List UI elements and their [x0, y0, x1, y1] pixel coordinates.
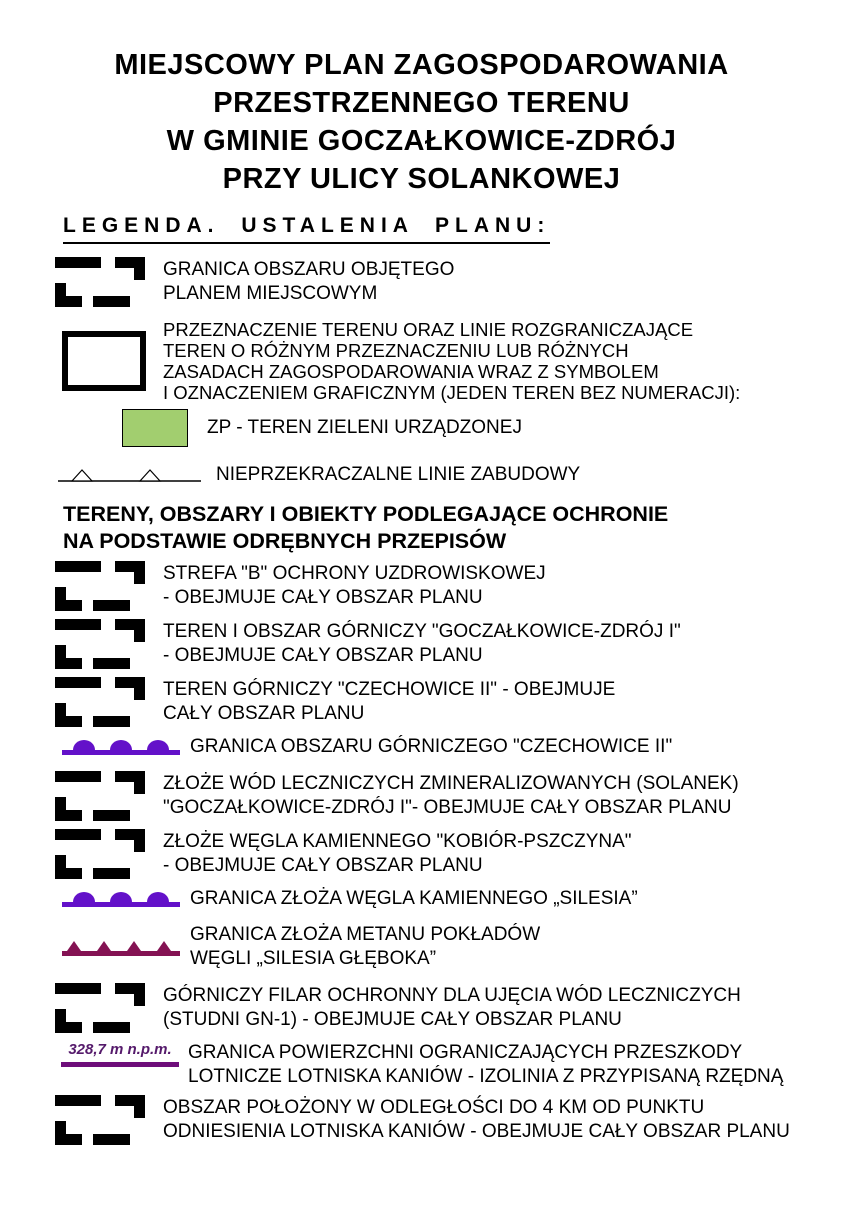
plan-boundary-dash-icon: [55, 677, 150, 727]
legend-item-mining-area-goczalkowice: [55, 619, 843, 669]
violet-bumps-line-icon: [62, 735, 180, 759]
protected-areas-heading: TERENY, OBSZARY I OBIEKTY PODLEGAJĄCE OCHRONIE NA PODSTAWIE ODRĘBNYCH PRZEPISÓW: [63, 502, 669, 553]
legend-item-label: ZP - TEREN ZIELENI URZĄDZONEJ: [207, 417, 522, 438]
plan-boundary-dash-icon: [55, 829, 150, 879]
zp-green-area-swatch: [122, 409, 188, 447]
legend-item-spa-zone-b: [55, 561, 843, 611]
legend-item-label: GRANICA ZŁOŻA WĘGLA KAMIENNEGO „SILESIA”: [190, 888, 638, 909]
page-title: [20, 46, 823, 198]
legend-item-label: OBSZAR POŁOŻONY W ODLEGŁOŚCI DO 4 KM OD PUNKTU ODNIESIENIA LOTNISKA KANIÓW - OBEJMUJE CAŁY OBSZAR PLANU: [163, 1097, 790, 1142]
legend-item-label: ZŁOŻE WĘGLA KAMIENNEGO "KOBIÓR-PSZCZYNA" - OBEJMUJE CAŁY OBSZAR PLANU: [163, 831, 632, 876]
legend-item-coal-deposit-silesia-boundary: [55, 887, 843, 911]
violet-bumps-line-icon: [62, 887, 180, 911]
legend-items: [0, 257, 843, 1145]
maroon-triangles-line-icon: [62, 935, 180, 959]
legend-item-mining-terrain-czechowice: [55, 677, 843, 727]
isoline-bar: [61, 1062, 179, 1067]
legend-item-protective-pillar: [55, 983, 843, 1033]
plan-boundary-dash-icon: [55, 983, 150, 1033]
plan-boundary-dash-icon: [55, 619, 150, 669]
title-line: PRZESTRZENNEGO TERENU: [213, 87, 630, 119]
zoning-outline-rect-icon: [62, 331, 146, 391]
legend-item-zp-green-area: [55, 409, 843, 447]
legend-item-label: TEREN I OBSZAR GÓRNICZY "GOCZAŁKOWICE-ZDRÓJ I" - OBEJMUJE CAŁY OBSZAR PLANU: [163, 621, 681, 666]
legend-heading: LEGENDA. USTALENIA PLANU:: [63, 214, 550, 244]
plan-boundary-dash-icon: [55, 1095, 150, 1145]
elevation-isoline-icon: [60, 1041, 180, 1067]
legend-item-zoning-lines: [55, 319, 843, 403]
legend-item-label: GÓRNICZY FILAR OCHRONNY DLA UJĘCIA WÓD LECZNICZYCH (STUDNI GN-1) - OBEJMUJE CAŁY OBSZAR PLANU: [163, 985, 741, 1030]
legend-item-label: GRANICA OBSZARU GÓRNICZEGO "CZECHOWICE II": [190, 736, 673, 757]
title-line: PRZY ULICY SOLANKOWEJ: [222, 163, 621, 195]
legend-item-label: GRANICA ZŁOŻA METANU POKŁADÓW WĘGLI „SILESIA GŁĘBOKA”: [190, 924, 541, 969]
isoline-elevation-value: 328,7 m n.p.m.: [68, 1041, 172, 1058]
legend-item-label: STREFA "B" OCHRONY UZDROWISKOWEJ - OBEJMUJE CAŁY OBSZAR PLANU: [163, 563, 546, 608]
legend-item-mining-area-boundary: [55, 735, 843, 759]
legend-item-label: TEREN GÓRNICZY "CZECHOWICE II" - OBEJMUJE CAŁY OBSZAR PLANU: [163, 679, 616, 724]
legend-item-label: NIEPRZEKRACZALNE LINIE ZABUDOWY: [216, 464, 581, 485]
legend-item-coal-deposit-kobior: [55, 829, 843, 879]
plan-boundary-dash-icon: [55, 257, 150, 307]
legend-item-mineral-water-deposit: [55, 771, 843, 821]
legend-item-airport-reference-area: [55, 1095, 843, 1145]
legend-item-label: ZŁOŻE WÓD LECZNICZYCH ZMINERALIZOWANYCH (SOLANEK) "GOCZAŁKOWICE-ZDRÓJ I"- OBEJMUJE CAŁY OBSZAR PLANU: [163, 773, 739, 818]
legend-item-label: GRANICA POWIERZCHNI OGRANICZAJĄCYCH PRZESZKODY LOTNICZE LOTNISKA KANIÓW - IZOLINIA Z PRZYPISANĄ RZĘDNĄ: [188, 1042, 784, 1087]
setback-line-icon: [58, 466, 201, 484]
legend-item-label: GRANICA OBSZARU OBJĘTEGO PLANEM MIEJSCOWYM: [163, 259, 455, 304]
plan-boundary-dash-icon: [55, 771, 150, 821]
title-line: W GMINIE GOCZAŁKOWICE-ZDRÓJ: [166, 125, 677, 157]
legend-item-setback-line: [55, 463, 843, 487]
legend-item-plan-boundary: [55, 257, 843, 307]
legend-item-obstacle-surface-isoline: [55, 1041, 843, 1089]
legend-item-label: PRZEZNACZENIE TERENU ORAZ LINIE ROZGRANICZAJĄCE TEREN O RÓŻNYM PRZEZNACZENIU LUB RÓŻNYCH ZASADACH ZAGOSPODAROWANIA WRAZ Z SYMBOLEM I OZNACZENIEM GRAFICZNYM (JEDEN TEREN BEZ NUMERACJI):: [163, 319, 741, 403]
plan-boundary-dash-icon: [55, 561, 150, 611]
title-line: MIEJSCOWY PLAN ZAGOSPODAROWANIA: [114, 49, 729, 81]
legend-item-methane-deposit-boundary: [55, 923, 843, 971]
